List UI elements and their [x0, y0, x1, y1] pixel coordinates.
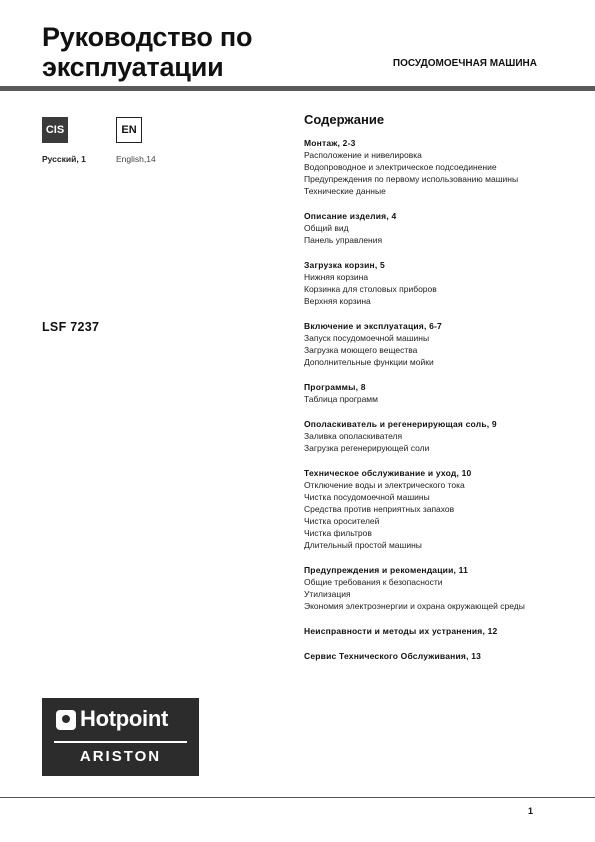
product-type: ПОСУДОМОЕЧНАЯ МАШИНА: [392, 58, 537, 69]
section-heading[interactable]: Описание изделия, 4: [304, 211, 397, 221]
logo-brand-bottom: ARISTON: [79, 748, 162, 765]
contents-section: [304, 418, 574, 454]
contents-section: [304, 210, 574, 246]
section-item[interactable]: Длительный простой машины: [304, 540, 422, 550]
table-of-contents: [304, 112, 574, 675]
section-item[interactable]: Загрузка моющего вещества: [304, 345, 418, 355]
section-item[interactable]: Загрузка регенерирующей соли: [304, 443, 430, 453]
section-item[interactable]: Верхняя корзина: [304, 296, 371, 306]
contents-section: [304, 320, 574, 368]
section-heading[interactable]: Техническое обслуживание и уход, 10: [304, 468, 472, 478]
section-item[interactable]: Отключение воды и электрического тока: [304, 480, 465, 490]
title-line-2: эксплуатации: [42, 52, 224, 82]
language-label-russian: Русский, 1: [42, 154, 86, 164]
section-item[interactable]: Экономия электроэнергии и охрана окружающей среды: [304, 601, 525, 611]
model-number: LSF 7237: [42, 320, 100, 334]
section-item[interactable]: Панель управления: [304, 235, 383, 245]
header-divider: [0, 86, 595, 91]
section-item[interactable]: Корзинка для столовых приборов: [304, 284, 437, 294]
section-item[interactable]: Дополнительные функции мойки: [304, 357, 434, 367]
section-heading[interactable]: Неисправности и методы их устранения, 12: [304, 626, 498, 636]
section-item[interactable]: Предупреждения по первому использованию машины: [304, 174, 519, 184]
contents-section: [304, 137, 574, 197]
section-item[interactable]: Чистка фильтров: [304, 528, 372, 538]
language-badge-en[interactable]: EN: [116, 117, 142, 143]
contents-section: [304, 564, 574, 612]
section-heading[interactable]: Включение и эксплуатация, 6-7: [304, 321, 442, 331]
contents-title: Содержание: [304, 112, 385, 127]
section-item[interactable]: Чистка оросителей: [304, 516, 380, 526]
section-item[interactable]: Запуск посудомоечной машины: [304, 333, 430, 343]
section-item[interactable]: Общие требования к безопасности: [304, 577, 443, 587]
section-heading[interactable]: Предупреждения и рекомендации, 11: [304, 565, 469, 575]
page-number: 1: [528, 806, 534, 816]
contents-section: [304, 650, 574, 662]
document-title: [42, 22, 252, 82]
title-line-1: Руководство по: [42, 22, 253, 52]
contents-section: [304, 467, 574, 551]
section-item[interactable]: Нижняя корзина: [304, 272, 369, 282]
language-badge-cis[interactable]: CIS: [42, 117, 68, 143]
section-item[interactable]: Технические данные: [304, 186, 386, 196]
contents-section: [304, 625, 574, 637]
logo-divider: [54, 741, 187, 743]
section-item[interactable]: Заливка ополаскивателя: [304, 431, 403, 441]
language-label-english: English,14: [116, 154, 156, 164]
section-heading[interactable]: Программы, 8: [304, 382, 366, 392]
section-item[interactable]: Общий вид: [304, 223, 349, 233]
contents-sections: [304, 137, 574, 662]
section-heading[interactable]: Сервис Технического Обслуживания, 13: [304, 651, 482, 661]
section-heading[interactable]: Монтаж, 2-3: [304, 138, 356, 148]
section-heading[interactable]: Загрузка корзин, 5: [304, 260, 385, 270]
section-item[interactable]: Средства против неприятных запахов: [304, 504, 455, 514]
section-item[interactable]: Таблица программ: [304, 394, 378, 404]
section-item[interactable]: Утилизация: [304, 589, 351, 599]
footer-divider: [0, 797, 595, 798]
logo-brand-top: Hotpoint: [80, 706, 169, 731]
contents-section: [304, 381, 574, 405]
section-item[interactable]: Расположение и нивелировка: [304, 150, 422, 160]
section-heading[interactable]: Ополаскиватель и регенерирующая соль, 9: [304, 419, 497, 429]
brand-logo: [42, 698, 199, 776]
section-item[interactable]: Водопроводное и электрическое подсоединение: [304, 162, 497, 172]
hotpoint-logo-mark-icon: [56, 710, 76, 730]
section-item[interactable]: Чистка посудомоечной машины: [304, 492, 430, 502]
contents-section: [304, 259, 574, 307]
